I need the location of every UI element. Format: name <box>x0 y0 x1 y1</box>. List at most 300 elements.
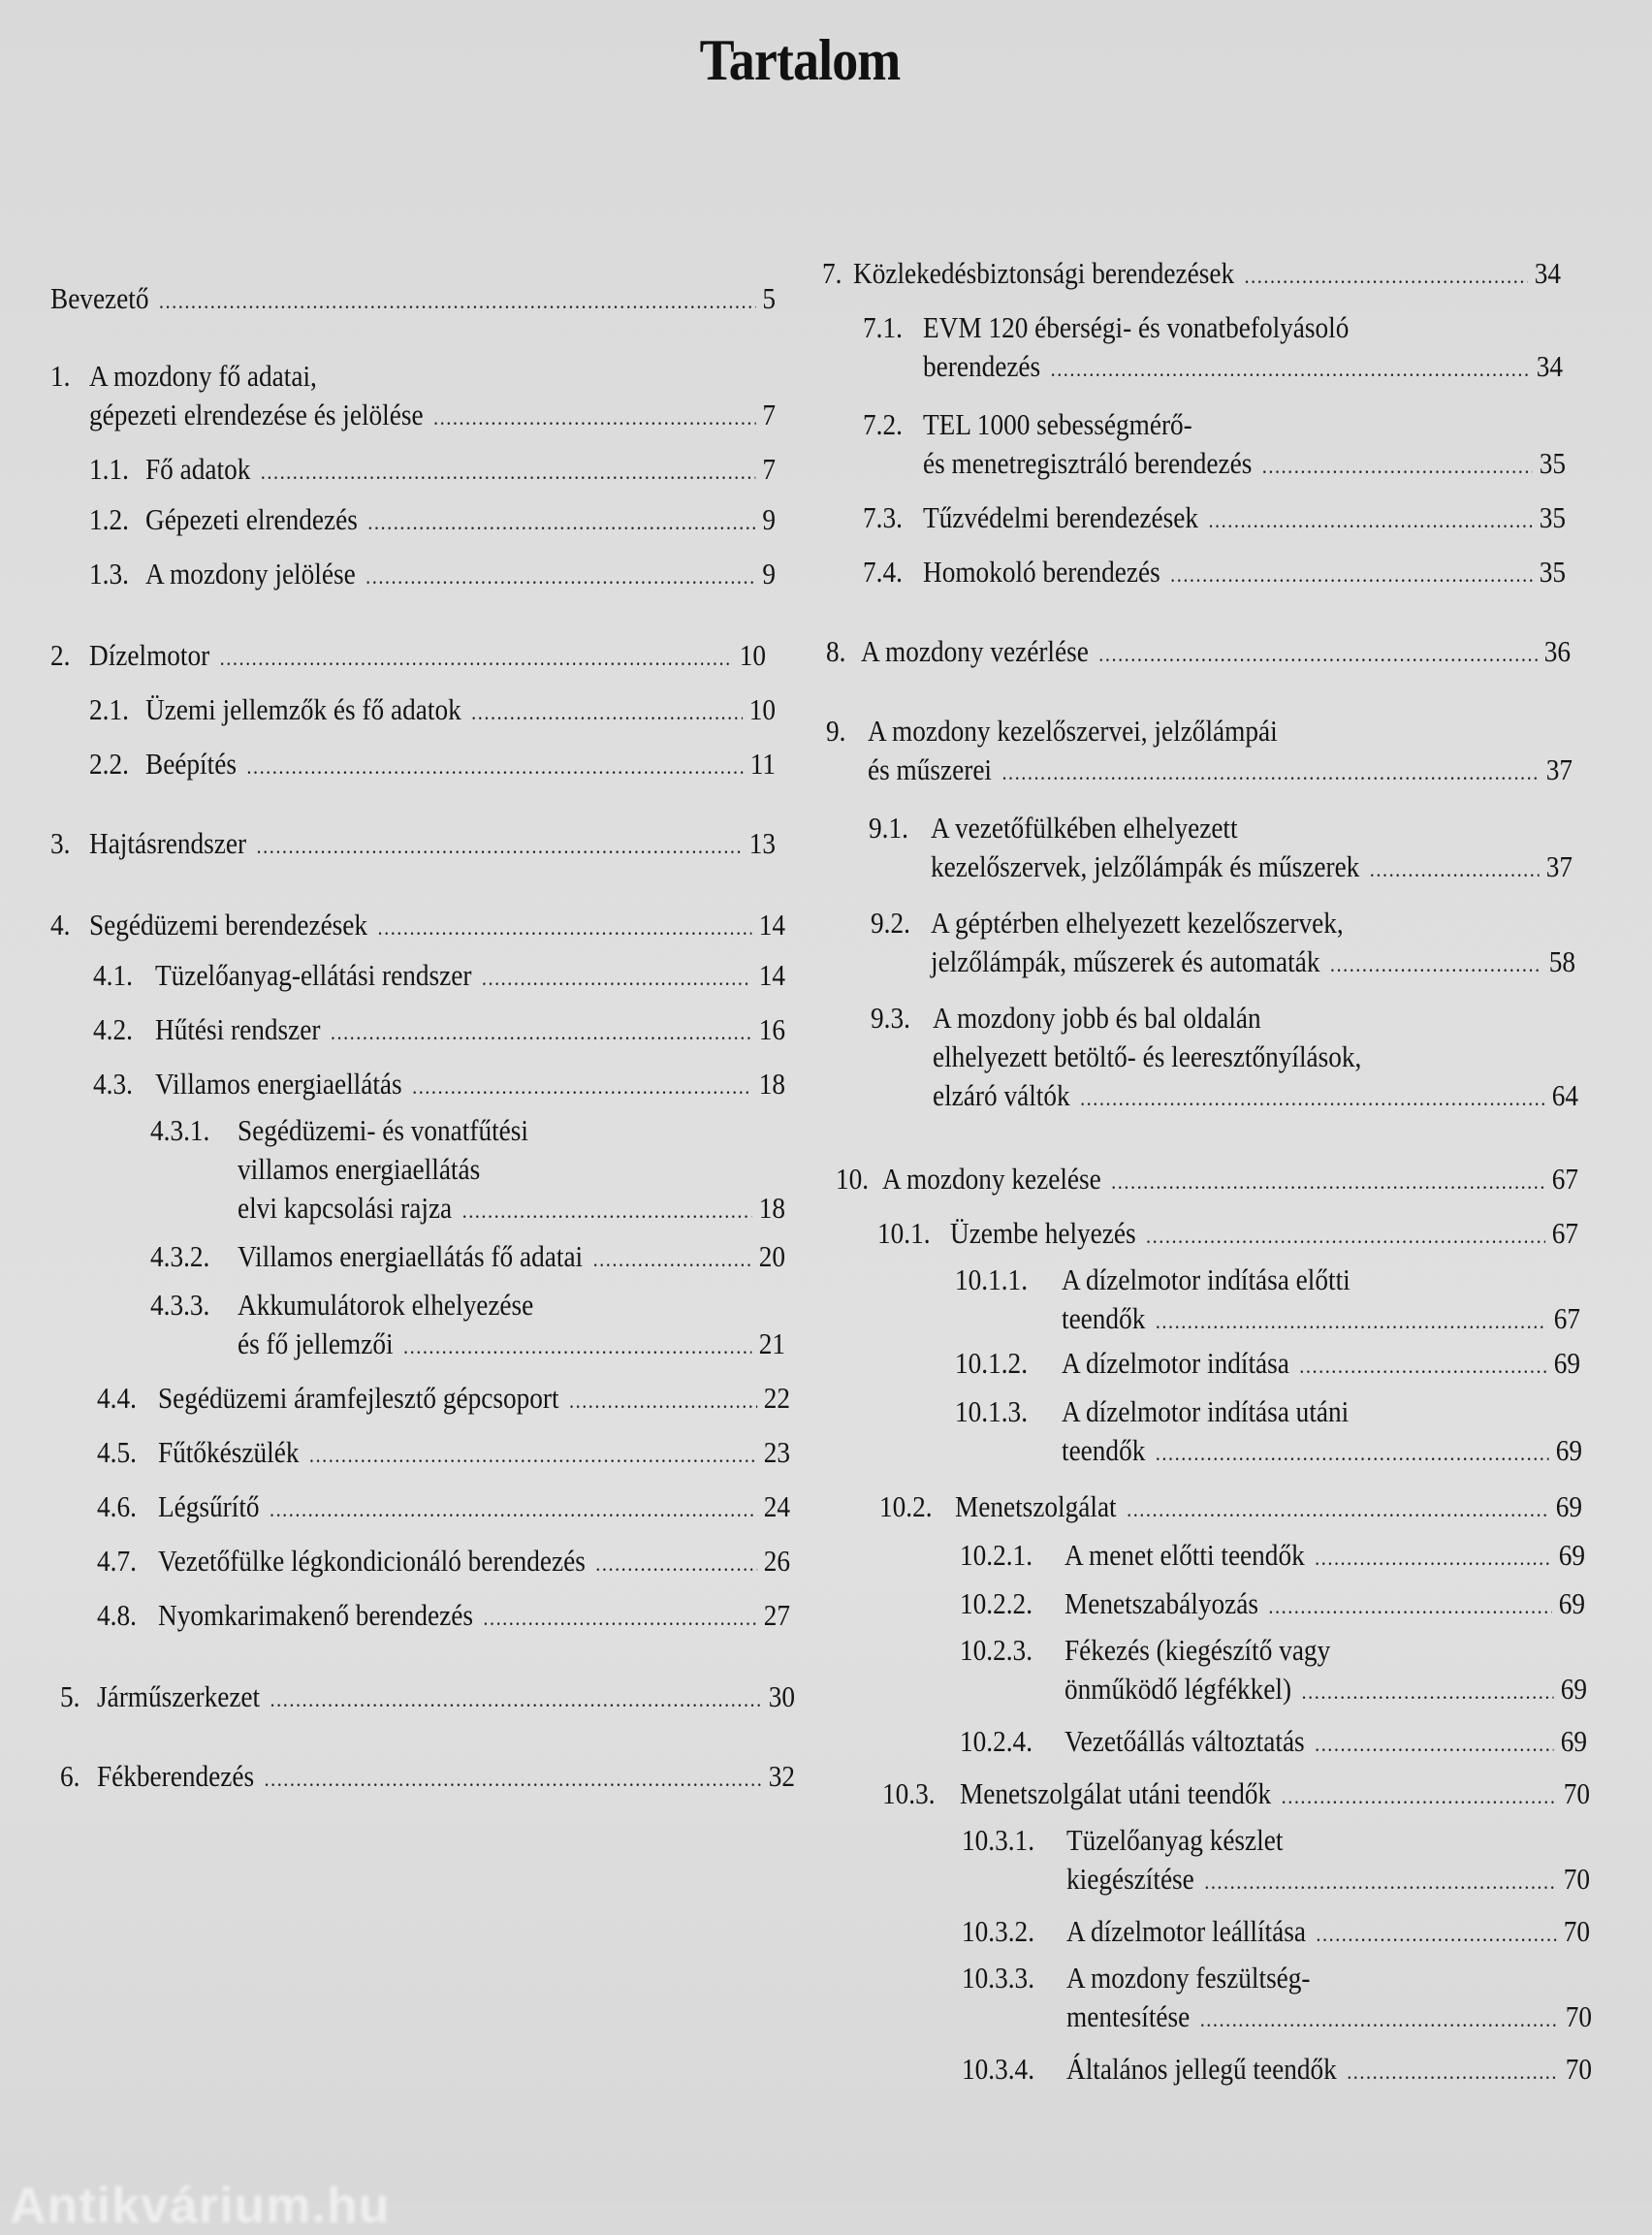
page-title: Tartalom <box>699 28 901 92</box>
section-number: 4.4. <box>97 1381 137 1415</box>
toc-entry-line <box>150 1286 785 1325</box>
section-number: 4.8. <box>97 1598 137 1632</box>
section-number: 2.2. <box>89 747 129 781</box>
section-title: Fékberendezés <box>96 1759 255 1793</box>
section-number: 4.1. <box>93 958 133 992</box>
section-title: és menetregisztráló berendezés <box>922 446 1253 480</box>
toc-entry-line <box>150 1325 785 1366</box>
section-number: 10.3.1. <box>962 1823 1035 1857</box>
dot-leader <box>1051 350 1530 389</box>
toc-entry-line <box>962 1860 1590 1901</box>
page-number: 34 <box>1534 256 1561 290</box>
dot-leader <box>462 1192 752 1230</box>
toc-entry-line <box>89 500 776 542</box>
toc-entry-line <box>879 1487 1582 1529</box>
dot-leader <box>1370 850 1540 889</box>
dot-leader <box>246 748 743 786</box>
toc-entry-line <box>962 1821 1590 1860</box>
toc-entry-line <box>822 254 1561 296</box>
dot-leader <box>593 1240 752 1279</box>
toc-entry-line <box>869 847 1573 889</box>
dot-leader <box>412 1068 751 1106</box>
section-title: önműködő légfékkel) <box>1064 1672 1292 1706</box>
section-number: 10.2.1. <box>960 1538 1033 1572</box>
section-number: 5. <box>60 1679 80 1713</box>
page-number: 9 <box>762 502 776 536</box>
section-title: Menetszolgálat <box>954 1489 1117 1523</box>
toc-entry-line <box>89 555 776 596</box>
dot-leader <box>1315 1539 1551 1578</box>
toc-entry-line <box>960 1722 1587 1764</box>
section-number: 7.2. <box>863 407 903 441</box>
toc-entry-line <box>97 1542 790 1583</box>
page-number: 69 <box>1558 1538 1585 1572</box>
dot-leader <box>1245 257 1528 296</box>
section-number: 10.2. <box>879 1489 933 1523</box>
page-number: 35 <box>1539 446 1566 480</box>
toc-entry-line <box>863 444 1566 486</box>
section-title: Fő adatok <box>144 452 251 486</box>
section-title: teendők <box>1062 1301 1146 1335</box>
toc-entry[interactable] <box>150 1111 785 1230</box>
dot-leader <box>270 1680 762 1719</box>
toc-entry-line <box>60 1757 795 1799</box>
section-title: A mozdony jelölése <box>144 557 356 591</box>
toc-entry[interactable] <box>89 555 776 596</box>
page-number: 69 <box>1558 1586 1585 1620</box>
section-title: kiegészítése <box>1065 1862 1194 1896</box>
section-title: TEL 1000 sebességmérő- <box>922 407 1192 441</box>
section-title: Vezetőállás változtatás <box>1064 1724 1305 1758</box>
toc-entry-line <box>871 942 1575 984</box>
toc-entry[interactable] <box>89 745 776 786</box>
toc-entry-line <box>93 1010 785 1052</box>
section-title: A mozdony kezelőszervei, jelzőlámpái <box>867 714 1278 748</box>
section-number: 4.3.1. <box>150 1113 210 1147</box>
dot-leader <box>484 1599 757 1638</box>
section-title: Menetszolgálat utáni teendők <box>959 1776 1272 1810</box>
page-number: 67 <box>1553 1301 1580 1335</box>
toc-entry-line <box>89 450 776 492</box>
section-title: és fő jellemzői <box>237 1326 394 1360</box>
section-number: 4.6. <box>97 1489 137 1523</box>
section-title: Általános jellegű teendők <box>1065 2052 1337 2086</box>
toc-entry-line <box>882 1774 1590 1816</box>
dot-leader <box>1315 1725 1553 1764</box>
section-title: Hűtési rendszer <box>154 1012 321 1046</box>
section-title: A menet előtti teendők <box>1064 1538 1305 1572</box>
toc-entry-line <box>826 632 1571 674</box>
toc-entry[interactable] <box>955 1261 1580 1341</box>
toc-entry[interactable] <box>60 1677 795 1719</box>
section-number: 7.4. <box>863 555 903 589</box>
section-number: 4. <box>50 908 71 942</box>
toc-entry-line <box>962 1997 1592 2039</box>
toc-entry[interactable] <box>89 500 776 542</box>
dot-leader <box>1347 2053 1558 2091</box>
section-number: 8. <box>826 634 846 668</box>
toc-entry[interactable] <box>879 1487 1582 1529</box>
toc-entry[interactable] <box>955 1344 1580 1386</box>
toc-entry-line <box>863 405 1566 444</box>
page-number: 36 <box>1543 634 1571 668</box>
watermark: Antikvárium.hu <box>10 2178 391 2234</box>
section-number: 1.1. <box>89 452 129 486</box>
page-number: 14 <box>758 908 785 942</box>
section-number: 1.2. <box>89 502 129 536</box>
section-number: 10.3.3. <box>962 1961 1035 1995</box>
toc-entry[interactable] <box>962 1821 1590 1901</box>
dot-leader <box>1170 556 1532 594</box>
section-number: 10.3.2. <box>962 1914 1035 1948</box>
dot-leader <box>331 1013 752 1052</box>
section-title: Menetszabályozás <box>1064 1586 1258 1620</box>
section-number: 10.1.3. <box>955 1394 1029 1428</box>
toc-entry-line <box>97 1596 790 1638</box>
toc-entry[interactable] <box>93 1065 785 1106</box>
section-title: teendők <box>1062 1433 1146 1467</box>
section-title: A mozdony kezelése <box>881 1162 1101 1196</box>
toc-entry[interactable] <box>97 1596 790 1638</box>
page-number: 69 <box>1555 1489 1582 1523</box>
section-title: Közlekedésbiztonsági berendezések <box>852 256 1235 290</box>
toc-entry-line <box>97 1379 790 1421</box>
page-number: 21 <box>758 1326 785 1360</box>
toc-entry[interactable] <box>93 956 785 998</box>
toc-entry-line <box>150 1111 785 1150</box>
section-number: 4.3.3. <box>150 1288 210 1322</box>
page-number: 5 <box>762 281 776 315</box>
section-title: A dízelmotor leállítása <box>1065 1914 1306 1948</box>
toc-entry-line <box>955 1392 1582 1431</box>
section-title: Üzemi jellemzők és fő adatok <box>144 692 461 726</box>
toc-entry[interactable] <box>150 1286 785 1366</box>
toc-entry[interactable] <box>50 357 776 437</box>
toc-entry-line <box>60 1677 795 1719</box>
dot-leader <box>1209 501 1533 540</box>
toc-entry[interactable] <box>89 450 776 492</box>
toc-entry[interactable] <box>50 906 785 947</box>
toc-entry-line <box>960 1584 1585 1626</box>
dot-leader <box>1200 2000 1559 2039</box>
section-title: Légsűrítő <box>157 1489 260 1523</box>
toc-entry-line <box>89 745 776 786</box>
toc-entry-line <box>93 1065 785 1106</box>
page-number: 23 <box>763 1435 790 1469</box>
section-title: jelzőlámpák, műszerek és automaták <box>930 944 1320 978</box>
dot-leader <box>1111 1163 1544 1201</box>
toc-entry-line <box>869 809 1573 847</box>
section-title: gépezeti elrendezése és jelölése <box>88 398 424 431</box>
page-number: 9 <box>762 557 776 591</box>
toc-entry-line <box>863 498 1566 540</box>
toc-entry-line <box>89 690 776 732</box>
page-number: 16 <box>758 1012 785 1046</box>
toc-entry[interactable] <box>960 1722 1587 1764</box>
section-number: 7.1. <box>863 310 903 344</box>
section-number: 10.3. <box>882 1776 936 1810</box>
dot-leader <box>471 693 742 732</box>
page-number: 70 <box>1565 2052 1592 2086</box>
toc-entry[interactable] <box>960 1584 1585 1626</box>
toc-entry[interactable] <box>60 1757 795 1799</box>
section-title: Tüzelőanyag-ellátási rendszer <box>154 958 472 992</box>
section-title: Vezetőfülke légkondicionáló berendezés <box>157 1544 586 1578</box>
dot-leader <box>1146 1217 1544 1256</box>
section-title: Üzembe helyezés <box>949 1216 1136 1250</box>
dot-leader <box>365 558 755 596</box>
page-number: 70 <box>1563 1776 1590 1810</box>
section-number: 10.2.3. <box>960 1633 1033 1667</box>
section-title: Beépítés <box>144 747 237 781</box>
section-number: 6. <box>60 1759 80 1793</box>
toc-entry-line <box>962 2050 1592 2091</box>
dot-leader <box>595 1545 756 1583</box>
dot-leader <box>1080 1079 1544 1118</box>
toc-entry[interactable] <box>50 279 776 321</box>
toc-entry[interactable] <box>836 1160 1578 1201</box>
section-title: A mozdony jobb és bal oldalán <box>932 1001 1261 1035</box>
page-number: 37 <box>1545 752 1573 786</box>
toc-entry[interactable] <box>962 1912 1590 1954</box>
dot-leader <box>378 909 752 947</box>
page-number: 58 <box>1548 944 1575 978</box>
toc-entry[interactable] <box>97 1487 790 1529</box>
dot-leader <box>1269 1587 1552 1626</box>
page-number: 67 <box>1551 1216 1578 1250</box>
section-number: 9.3. <box>871 1001 910 1035</box>
toc-entry-line <box>962 1959 1592 1997</box>
toc-entry[interactable] <box>97 1433 790 1475</box>
page-number: 35 <box>1539 500 1566 534</box>
toc-entry-line <box>50 357 776 396</box>
section-title: A géptérben elhelyezett kezelőszervek, <box>930 906 1344 940</box>
section-title: elhelyezett betöltő- és leeresztőnyílások, <box>932 1039 1362 1073</box>
section-number: 10.1.2. <box>955 1346 1029 1380</box>
toc-entry[interactable] <box>50 824 776 866</box>
toc-entry-line <box>50 636 766 678</box>
toc-entry[interactable] <box>871 904 1575 984</box>
dot-leader <box>220 639 733 678</box>
page-number: 67 <box>1551 1162 1578 1196</box>
section-title: A vezetőfülkében elhelyezett <box>930 811 1238 845</box>
section-title: Dízelmotor <box>88 638 210 672</box>
toc-entry-line <box>871 999 1578 1038</box>
toc-entry-line <box>863 553 1566 594</box>
section-number: 2. <box>50 638 71 672</box>
section-number: 1.3. <box>89 557 129 591</box>
section-title: kezelőszervek, jelzőlámpák és műszerek <box>930 849 1360 883</box>
section-title: Segédüzemi- és vonatfűtési <box>237 1113 528 1147</box>
toc-entry-line <box>863 347 1563 389</box>
toc-entry[interactable] <box>150 1237 785 1279</box>
page-number: 24 <box>763 1489 790 1523</box>
page-number: 14 <box>758 958 785 992</box>
page-number: 10 <box>748 692 776 726</box>
toc-entry[interactable] <box>97 1379 790 1421</box>
page-number: 10 <box>739 638 766 672</box>
dot-leader <box>1127 1490 1548 1529</box>
section-title: Fékezés (kiegészítő vagy <box>1064 1633 1331 1667</box>
page-number: 22 <box>763 1381 790 1415</box>
dot-leader <box>1302 1673 1554 1711</box>
toc-entry-line <box>960 1670 1587 1711</box>
page-number: 70 <box>1563 1862 1590 1896</box>
page-number: 18 <box>758 1191 785 1225</box>
dot-leader <box>1282 1777 1557 1816</box>
toc-entry-line <box>871 1038 1578 1076</box>
page-number: 27 <box>763 1598 790 1632</box>
toc-entry-line <box>955 1431 1582 1473</box>
toc-entry-line <box>50 906 785 947</box>
section-title: Hajtásrendszer <box>88 826 247 860</box>
section-number: 10.1. <box>877 1216 931 1250</box>
toc-entry[interactable] <box>962 1959 1592 2039</box>
section-title: Segédüzemi berendezések <box>88 908 368 942</box>
toc-entry[interactable] <box>863 498 1566 540</box>
toc-entry[interactable] <box>50 636 766 678</box>
section-number: 2.1. <box>89 692 129 726</box>
page-number: 11 <box>749 747 776 781</box>
section-title: villamos energiaellátás <box>237 1152 481 1186</box>
toc-entry-line <box>150 1189 785 1230</box>
section-title: Járműszerkezet <box>96 1679 261 1713</box>
toc-entry[interactable] <box>89 690 776 732</box>
section-title: A mozdony fő adatai, <box>88 359 317 393</box>
page-number: 37 <box>1545 849 1573 883</box>
section-number: 7.3. <box>863 500 903 534</box>
page-number: 69 <box>1560 1672 1587 1706</box>
dot-leader <box>1156 1434 1549 1473</box>
page-number: 18 <box>758 1067 785 1101</box>
dot-leader <box>1204 1863 1556 1901</box>
page-number: 70 <box>1565 1999 1592 2033</box>
section-number: 4.7. <box>97 1544 137 1578</box>
toc-entry-line <box>955 1299 1580 1341</box>
toc-entry[interactable] <box>960 1536 1585 1578</box>
page-number: 69 <box>1560 1724 1587 1758</box>
section-number: 10.3.4. <box>962 2052 1035 2086</box>
section-title: Gépezeti elrendezés <box>144 502 358 536</box>
dot-leader <box>1262 447 1533 486</box>
section-title: Villamos energiaellátás <box>154 1067 402 1101</box>
toc-entry[interactable] <box>960 1631 1587 1711</box>
section-title: Nyomkarimakenő berendezés <box>157 1598 473 1632</box>
toc-entry-line <box>97 1487 790 1529</box>
section-title: elvi kapcsolási rajza <box>237 1191 453 1225</box>
toc-entry-line <box>50 824 776 866</box>
section-title: A dízelmotor indítása <box>1062 1346 1289 1380</box>
toc-entry-line <box>955 1261 1580 1299</box>
dot-leader <box>1156 1302 1547 1341</box>
toc-entry-line <box>960 1631 1587 1670</box>
section-number: 4.3. <box>93 1067 133 1101</box>
toc-entry-line <box>871 904 1575 942</box>
dot-leader <box>270 1490 757 1529</box>
section-number: 10.2.4. <box>960 1724 1033 1758</box>
section-title: Tűzvédelmi berendezések <box>922 500 1199 534</box>
dot-leader <box>367 503 755 542</box>
section-title: és műszerei <box>867 752 993 786</box>
toc-entry-line <box>50 279 776 321</box>
page-number: 30 <box>768 1679 795 1713</box>
page-number: 7 <box>762 452 776 486</box>
toc-entry-line <box>836 1160 1578 1201</box>
page-number: 34 <box>1536 349 1563 383</box>
toc-entry[interactable] <box>877 1214 1578 1256</box>
dot-leader <box>482 959 752 998</box>
section-title: Villamos energiaellátás fő adatai <box>237 1239 584 1273</box>
toc-entry[interactable] <box>93 1010 785 1052</box>
section-number: 4.3.2. <box>150 1239 210 1273</box>
dot-leader <box>1317 1915 1557 1954</box>
dot-leader <box>1002 753 1540 792</box>
toc-entry[interactable] <box>826 712 1573 792</box>
page-number: 7 <box>762 398 776 431</box>
section-title: Tüzelőanyag készlet <box>1065 1823 1284 1857</box>
toc-entry[interactable] <box>871 999 1578 1118</box>
dot-leader <box>309 1436 757 1475</box>
section-number: 10.1.1. <box>955 1262 1029 1296</box>
toc-entry-line <box>150 1237 785 1279</box>
section-title: Akkumulátorok elhelyezése <box>237 1288 534 1322</box>
page-number: 70 <box>1563 1914 1590 1948</box>
toc-entry-line <box>97 1433 790 1475</box>
toc-entry[interactable] <box>962 2050 1592 2091</box>
toc-entry-line <box>955 1344 1580 1386</box>
section-number: 9. <box>826 714 846 748</box>
toc-entry-line <box>50 396 776 437</box>
section-title: A mozdony vezérlése <box>860 634 1089 668</box>
page-number: 69 <box>1555 1433 1582 1467</box>
toc-entry[interactable] <box>97 1542 790 1583</box>
section-title: A mozdony feszültség- <box>1065 1961 1311 1995</box>
toc-entry[interactable] <box>955 1392 1582 1473</box>
section-number: 10. <box>836 1162 870 1196</box>
toc-entry[interactable] <box>863 308 1563 389</box>
toc-entry[interactable] <box>863 553 1566 594</box>
dot-leader <box>257 827 743 866</box>
toc-entry-line <box>826 750 1573 792</box>
section-number: 7. <box>822 256 842 290</box>
dot-leader <box>403 1327 752 1366</box>
section-title: Segédüzemi áramfejlesztő gépcsoport <box>157 1381 559 1415</box>
toc-entry[interactable] <box>869 809 1573 889</box>
page-number: 69 <box>1553 1346 1580 1380</box>
section-title: Bevezető <box>50 281 149 315</box>
section-title: berendezés <box>922 349 1041 383</box>
section-title: A dízelmotor indítása utáni <box>1062 1394 1350 1428</box>
page-number: 13 <box>748 826 776 860</box>
section-title: A dízelmotor indítása előtti <box>1062 1262 1350 1296</box>
toc-entry[interactable] <box>826 632 1571 674</box>
dot-leader <box>1330 945 1542 984</box>
page-number: 64 <box>1551 1078 1578 1112</box>
toc-entry[interactable] <box>882 1774 1590 1816</box>
toc-entry-line <box>960 1536 1585 1578</box>
section-number: 4.2. <box>93 1012 133 1046</box>
page-number: 20 <box>758 1239 785 1273</box>
dot-leader <box>159 282 755 321</box>
toc-entry-line <box>93 956 785 998</box>
dot-leader <box>261 453 755 492</box>
section-number: 3. <box>50 826 71 860</box>
section-title: mentesítése <box>1065 1999 1191 2033</box>
toc-entry[interactable] <box>863 405 1566 486</box>
section-title: EVM 120 éberségi- és vonatbefolyásoló <box>922 310 1350 344</box>
section-number: 10.2.2. <box>960 1586 1033 1620</box>
toc-entry[interactable] <box>822 254 1561 296</box>
